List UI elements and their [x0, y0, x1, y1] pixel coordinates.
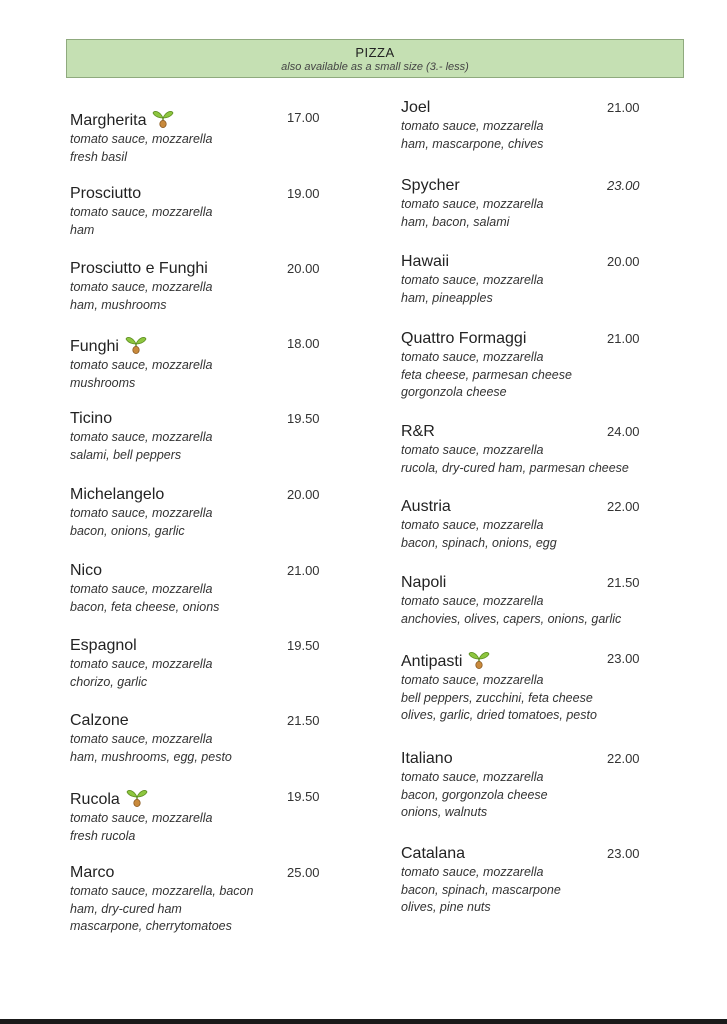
- menu-item-price: 21.00: [607, 331, 640, 346]
- menu-item-description-line: ham, mushrooms, egg, pesto: [70, 749, 232, 764]
- menu-item-name-text: Rucola: [70, 791, 120, 808]
- menu-item-price: 21.50: [607, 575, 640, 590]
- menu-item-name-text: Quattro Formaggi: [401, 330, 527, 347]
- menu-item-description-line: anchovies, olives, capers, onions, garlic: [401, 611, 622, 626]
- menu-item-description-line: gorgonzola cheese: [401, 385, 507, 399]
- menu-item: [401, 329, 640, 402]
- menu-item-description-line: olives, garlic, dried tomatoes, pesto: [401, 708, 597, 722]
- menu-item-price: 19.00: [287, 186, 320, 201]
- menu-item-description-line: tomato sauce, mozzarella: [70, 732, 213, 746]
- menu-item-name-text: Prosciutto e Funghi: [70, 260, 208, 277]
- page-bottom-border: [0, 1019, 727, 1024]
- menu-item-name-text: R&R: [401, 423, 435, 440]
- vegetarian-sprout-icon: [468, 649, 490, 669]
- menu-item-price: 23.00: [607, 178, 640, 193]
- vegetarian-sprout-icon: [152, 108, 174, 128]
- menu-item: [70, 184, 320, 239]
- menu-item-price: 19.50: [287, 638, 320, 653]
- menu-item-description-line: tomato sauce, mozzarella: [70, 358, 213, 372]
- section-subtitle: also available as a small size (3.- less): [281, 61, 469, 73]
- menu-item-price: 17.00: [287, 110, 320, 125]
- menu-item: [401, 844, 640, 917]
- menu-item-description-line: bacon, feta cheese, onions: [70, 599, 220, 614]
- menu-item-price: 19.50: [287, 789, 320, 804]
- menu-item-description-line: tomato sauce, mozzarella: [70, 582, 213, 596]
- menu-item: [401, 98, 640, 153]
- menu-item: [70, 259, 320, 314]
- menu-item-name: [70, 184, 212, 204]
- menu-item-name: [70, 561, 219, 581]
- menu-item: [70, 485, 320, 540]
- menu-item: [401, 749, 640, 822]
- menu-item-description-line: chorizo, garlic: [70, 674, 148, 689]
- menu-item-name: [401, 497, 557, 517]
- menu-item-name: [70, 863, 253, 883]
- menu-item-description-line: tomato sauce, mozzarella: [401, 197, 544, 211]
- menu-item: [70, 334, 320, 392]
- menu-item-description-line: tomato sauce, mozzarella, bacon: [70, 884, 254, 898]
- menu-item-description-line: bacon, onions, garlic: [70, 523, 185, 538]
- menu-item-name-text: Spycher: [401, 177, 460, 194]
- menu-item-price: 20.00: [287, 487, 320, 502]
- menu-item-description-line: ham, pineapples: [401, 290, 493, 305]
- menu-item-description-line: bell peppers, zucchini, feta cheese: [401, 690, 593, 705]
- menu-item-name-text: Espagnol: [70, 637, 137, 654]
- section-title: PIZZA: [355, 45, 395, 60]
- menu-item-name-text: Austria: [401, 498, 451, 515]
- menu-item-name: [70, 787, 212, 810]
- menu-item-description-line: tomato sauce, mozzarella: [401, 273, 544, 287]
- menu-item-description-line: bacon, gorgonzola cheese: [401, 787, 548, 802]
- menu-item-name: [401, 844, 561, 864]
- menu-item-description-line: mascarpone, cherrytomatoes: [70, 919, 232, 933]
- menu-item-name-text: Prosciutto: [70, 185, 142, 202]
- menu-item-description-line: ham, bacon, salami: [401, 214, 510, 229]
- menu-item-description-line: tomato sauce, mozzarella: [401, 594, 544, 608]
- menu-item: [70, 711, 320, 766]
- menu-item-description-line: tomato sauce, mozzarella: [401, 518, 544, 532]
- menu-item-price: 20.00: [607, 254, 640, 269]
- menu-item-description-line: salami, bell peppers: [70, 447, 182, 462]
- menu-item-description-line: ham, mascarpone, chives: [401, 136, 544, 151]
- menu-item-name: [401, 573, 621, 593]
- menu-item-price: 19.50: [287, 411, 320, 426]
- menu-item: [70, 636, 320, 691]
- menu-item-name-text: Margherita: [70, 112, 147, 129]
- menu-item-description-line: tomato sauce, mozzarella: [401, 673, 544, 687]
- menu-item-description-line: bacon, spinach, onions, egg: [401, 535, 557, 550]
- menu-item-name-text: Hawaii: [401, 253, 450, 270]
- menu-item-name-text: Nico: [70, 562, 103, 579]
- menu-item-name: [70, 334, 212, 357]
- menu-item-name: [70, 636, 212, 656]
- menu-item: [401, 176, 640, 231]
- menu-item: [401, 649, 640, 725]
- menu-item-description-line: fresh rucola: [70, 828, 136, 843]
- menu-item-name-text: Ticino: [70, 410, 113, 427]
- menu-item-description-line: mushrooms: [70, 375, 136, 390]
- menu-item-name-text: Michelangelo: [70, 486, 165, 503]
- menu-item-price: 20.00: [287, 261, 320, 276]
- menu-item-description-line: tomato sauce, mozzarella: [401, 770, 544, 784]
- menu-item-description-line: ham, dry-cured ham: [70, 901, 182, 916]
- menu-item-name: [401, 749, 548, 769]
- menu-item-name: [401, 176, 543, 196]
- menu-item-description-line: bacon, spinach, mascarpone: [401, 882, 561, 897]
- menu-item-name-text: Catalana: [401, 845, 466, 862]
- menu-item-name: [401, 329, 572, 349]
- menu-item-description-line: tomato sauce, mozzarella: [70, 205, 213, 219]
- menu-item-description-line: feta cheese, parmesan cheese: [401, 367, 572, 382]
- menu-item-name-text: Marco: [70, 864, 115, 881]
- menu-item-price: 23.00: [607, 846, 640, 861]
- menu-item-name-text: Funghi: [70, 338, 119, 355]
- menu-item-price: 21.00: [287, 563, 320, 578]
- section-header: [66, 39, 684, 78]
- menu-item-name: [401, 252, 543, 272]
- menu-item: [70, 561, 320, 616]
- menu-item-description-line: onions, walnuts: [401, 805, 488, 819]
- menu-item-name-text: Napoli: [401, 574, 447, 591]
- menu-item-description-line: ham: [70, 222, 95, 237]
- menu-item-price: 22.00: [607, 751, 640, 766]
- menu-item: [70, 863, 320, 936]
- menu-item-description-line: tomato sauce, mozzarella: [70, 132, 213, 146]
- menu-item-description-line: tomato sauce, mozzarella: [401, 119, 544, 133]
- menu-item: [70, 108, 320, 166]
- menu-item-description-line: tomato sauce, mozzarella: [70, 280, 213, 294]
- menu-item-name-text: Calzone: [70, 712, 129, 729]
- vegetarian-sprout-icon: [125, 334, 147, 354]
- menu-item-name: [401, 422, 629, 442]
- menu-item-name: [70, 409, 212, 429]
- menu-item-description-line: tomato sauce, mozzarella: [70, 430, 213, 444]
- menu-item: [401, 422, 640, 477]
- menu-item-description-line: tomato sauce, mozzarella: [401, 350, 544, 364]
- menu-item-description-line: tomato sauce, mozzarella: [401, 443, 544, 457]
- menu-item-price: 21.00: [607, 100, 640, 115]
- menu-item-description-line: fresh basil: [70, 149, 127, 164]
- menu-item-price: 21.50: [287, 713, 320, 728]
- menu-item-name: [401, 98, 543, 118]
- menu-item-description-line: tomato sauce, mozzarella: [70, 811, 213, 825]
- menu-item-price: 25.00: [287, 865, 320, 880]
- menu-item-description-line: tomato sauce, mozzarella: [70, 506, 213, 520]
- menu-item-description-line: ham, mushrooms: [70, 297, 167, 312]
- menu-item-price: 22.00: [607, 499, 640, 514]
- menu-item-name-text: Italiano: [401, 750, 453, 767]
- menu-item: [401, 573, 640, 628]
- menu-item-price: 23.00: [607, 651, 640, 666]
- menu-item-description-line: rucola, dry-cured ham, parmesan cheese: [401, 460, 629, 475]
- vegetarian-sprout-icon: [126, 787, 148, 807]
- menu-item-name: [70, 108, 212, 131]
- menu-item: [70, 787, 320, 845]
- menu-item-description-line: tomato sauce, mozzarella: [401, 865, 544, 879]
- menu-item-name-text: Antipasti: [401, 653, 463, 670]
- menu-item-name-text: Joel: [401, 99, 431, 116]
- menu-item-price: 18.00: [287, 336, 320, 351]
- menu-item-name: [70, 259, 212, 279]
- menu-item-description-line: olives, pine nuts: [401, 900, 491, 914]
- menu-item: [401, 252, 640, 307]
- menu-item: [401, 497, 640, 552]
- menu-item-name: [70, 485, 212, 505]
- menu-item-price: 24.00: [607, 424, 640, 439]
- menu-item-description-line: tomato sauce, mozzarella: [70, 657, 213, 671]
- menu-item: [70, 409, 320, 464]
- menu-item-name: [401, 649, 597, 672]
- menu-item-name: [70, 711, 232, 731]
